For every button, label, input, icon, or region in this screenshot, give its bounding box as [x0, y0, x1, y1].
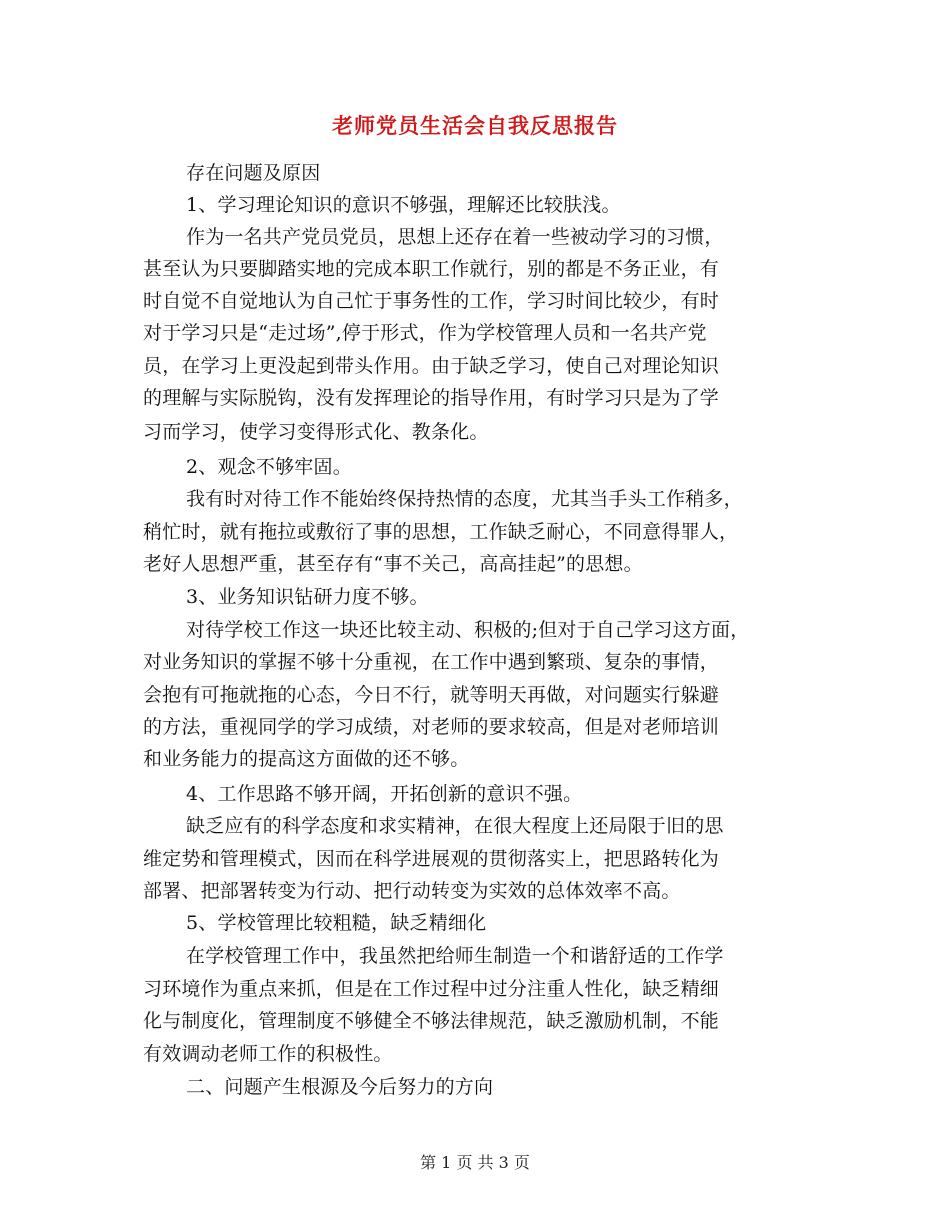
- body-line: 二、问题产生根源及今后努力的方向: [186, 1076, 494, 1098]
- body-line: 习环境作为重点来抓，但是在工作过程中过分注重人性化，缺乏精细: [143, 978, 720, 1000]
- body-line: 作为一名共产党员党员，思想上还存在着一些被动学习的习惯，: [186, 226, 724, 248]
- body-line: 对于学习只是“走过场”,停于形式，作为学校管理人员和一名共产党: [143, 322, 707, 344]
- page-number-footer: 第 1 页 共 3 页: [420, 1153, 530, 1172]
- body-line: 对待学校工作这一块还比较主动、积极的;但对于自己学习这方面，: [186, 619, 750, 641]
- body-line: 在学校管理工作中，我虽然把给师生制造一个和谐舒适的工作学: [186, 945, 724, 967]
- body-line: 化与制度化，管理制度不够健全不够法律规范，缺乏激励机制，不能: [143, 1010, 720, 1032]
- body-line: 存在问题及原因: [186, 162, 321, 184]
- body-line: 1、学习理论知识的意识不够强，理解还比较肤浅。: [186, 194, 621, 216]
- body-line: 老好人思想严重，甚至存有“事不关己，高高挂起”的思想。: [143, 553, 643, 575]
- body-line: 员，在学习上更没起到带头作用。由于缺乏学习，使自己对理论知识: [143, 355, 720, 377]
- body-line: 的方法，重视同学的学习成绩，对老师的要求较高，但是对老师培训: [143, 716, 720, 738]
- document-title: 老师党员生活会自我反思报告: [332, 114, 618, 138]
- body-line: 和业务能力的提高这方面做的还不够。: [143, 748, 470, 770]
- body-line: 有效调动老师工作的积极性。: [143, 1043, 393, 1065]
- body-line: 会抱有可拖就拖的心态，今日不行，就等明天再做，对问题实行躲避: [143, 684, 720, 706]
- body-line: 3、业务知识钻研力度不够。: [186, 586, 429, 608]
- body-line: 缺乏应有的科学态度和求实精神，在很大程度上还局限于旧的思: [186, 815, 724, 837]
- body-line: 维定势和管理模式，因而在科学进展观的贯彻落实上，把思路转化为: [143, 848, 720, 870]
- body-line: 5、学校管理比较粗糙，缺乏精细化: [186, 912, 487, 934]
- body-line: 我有时对待工作不能始终保持热情的态度，尤其当手头工作稍多，: [186, 488, 743, 510]
- body-line: 4、工作思路不够开阔，开拓创新的意识不强。: [186, 783, 583, 805]
- body-line: 时自觉不自觉地认为自己忙于事务性的工作，学习时间比较少，有时: [143, 290, 720, 312]
- body-line: 习而学习，使学习变得形式化、教条化。: [143, 421, 489, 443]
- body-line: 稍忙时，就有拖拉或敷衍了事的思想，工作缺乏耐心，不同意得罪人，: [143, 521, 739, 543]
- body-line: 2、观念不够牢固。: [186, 456, 352, 478]
- body-line: 对业务知识的掌握不够十分重视，在工作中遇到繁琐、复杂的事情，: [143, 651, 720, 673]
- body-line: 部署、把部署转变为行动、把行动转变为实效的总体效率不高。: [143, 880, 681, 902]
- body-line: 的理解与实际脱钩，没有发挥理论的指导作用，有时学习只是为了学: [143, 387, 720, 409]
- body-line: 甚至认为只要脚踏实地的完成本职工作就行，别的都是不务正业，有: [143, 258, 720, 280]
